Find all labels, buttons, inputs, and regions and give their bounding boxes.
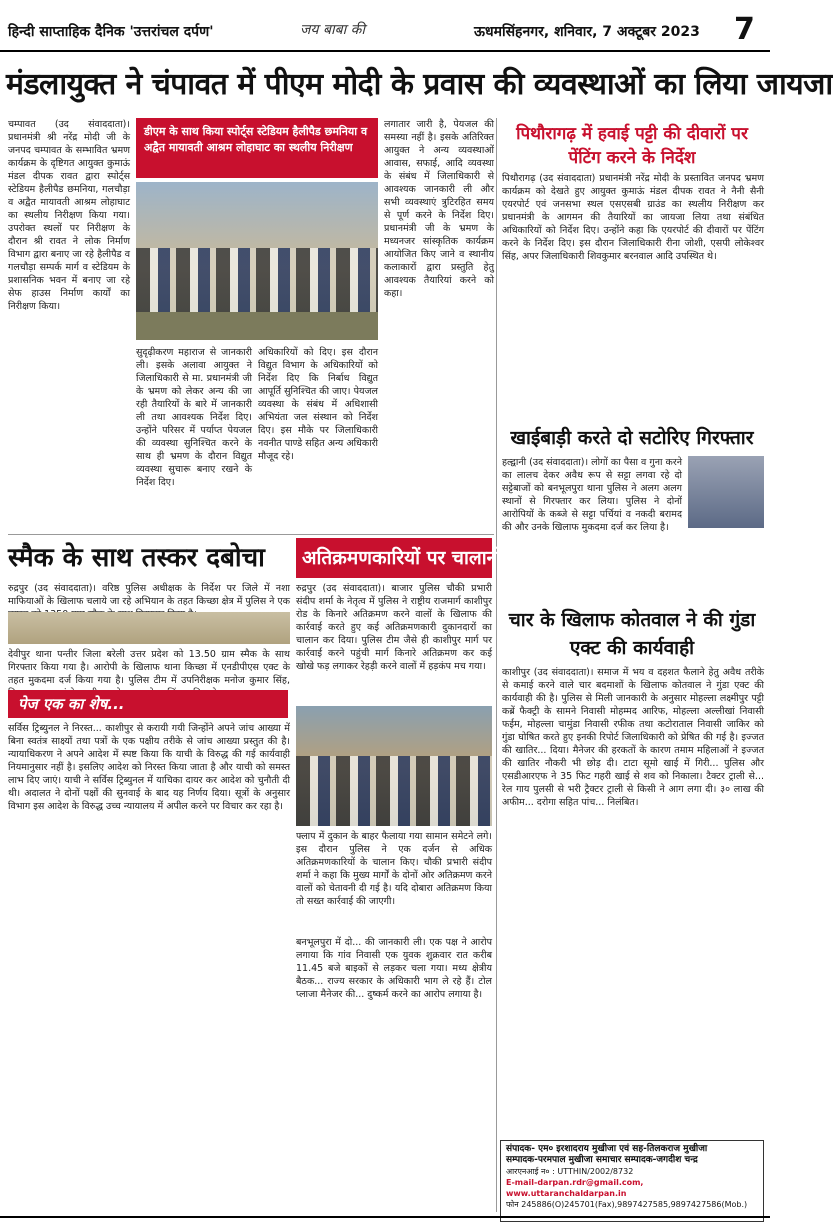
goonda-act-headline: चार के खिलाफ कोतवाल ने की गुंडा एक्ट की कार्यवाही xyxy=(508,609,756,659)
masthead xyxy=(0,0,770,52)
betting-body: हल्द्वानी (उद संवाददाता)। लोगों का पैसा व गुना करने का लालच देकर अवैध रूप से सट्टा लगवा रहे दो सट्टेबाजों को बनभूलपुरा थाना पुलिस ने अलग अलग स्थानों से गिरफ्तार कर लिया। पुलिस ने दोनों आरोपियों के कब्जे से सट्टा पर्चियां व नकदी बरामद की और उनके खिलाफ मुकदमा दर्ज कर लिया है। xyxy=(502,457,682,533)
goonda-act-body: काशीपुर (उद संवाददाता)। समाज में भय व दहशत फैलाने हेतु अवैध तरीके से कमाई करने वाले चार बदमाशों के खिलाफ कोतवाल ने गुंडा एक्ट की कार्यवाही की है। पुलिस से मिली जानकारी के अनुसार मोहल्ला लक्ष्मीपुर पट्टी कब्रें फैक्ट्री के सामने निवासी मोहम्मद आरिफ, मोहल्ला अल्लीखां निवासी फईम, मोहल्ला चामुंडा निवासी रफीक तथा कटोराताल निवासी जाकिर को गुंडा घोषित करते हुए इनकी रिपोर्ट जिलाधिकारी को प्रेषित की गई है। इज्जत की खातिर... दिया। मैनेजर की हरकतों के कारण तमाम महिलाओं ने इज्जत की खातिर नौकरी भी छोड़ दी। टाटा सूमो खाई में गिरी... पुलिस और एसडीआरएफ ने 35 फिट गहरी खाई से शव को निकाला। टैक्टर ट्राली से... रेल गाय पुलसी से भरी ट्रैक्टर ट्राली से किसी ने आग लगा दी। ३० लाख की अफीम... दरोगा सहित पांच... निलंबित। xyxy=(502,667,764,808)
main-headline: मंडलायुक्त ने चंपावत में पीएम मोदी के प्रवास की व्यवस्थाओं का लिया जायजा xyxy=(6,67,833,102)
betting-headline: खाईबाड़ी करते दो सटोरिए गिरफ्तार xyxy=(510,427,754,449)
photo-crowd xyxy=(296,756,492,826)
smack-caption: देवीपुर थाना पन्तीर जिला बरेली उत्तर प्रदेश को 13.50 ग्राम स्मैक के साथ गिरफ्तार किया गया है। आरोपी के खिलाफ थाना किच्छा में एनडीपीएस एक्ट के तहत मुकदमा दर्ज किया गया है। पुलिस टीम में उपनिरीक्षक मनोज कुमार सिंह, xyxy=(8,649,290,686)
imprint-editors: संपादक- एम० इरशादराय मुखीजा एवं सह-तिलकराज मुखीजा xyxy=(506,1144,708,1154)
masthead-paper-name: हिन्दी साप्ताहिक दैनिक 'उत्तरांचल दर्पण' xyxy=(8,24,214,40)
column-divider xyxy=(496,118,497,1212)
imprint-email: E-mail-darpan.rdr@gmail.com, www.uttaranchaldarpan.in xyxy=(506,1178,644,1198)
betting-photo xyxy=(688,456,764,528)
page-one-continued-banner: पेज एक का शेष... xyxy=(8,690,288,718)
encroachment-body-cont: फ्लाप में दुकान के बाहर फैलाया गया सामान समेटने लगे। इस दौरान पुलिस ने एक दर्जन से अधिक अतिक्रमणकारियों के चालान किए। चौकी प्रभारी संदीप शर्मा ने कहा कि मुख्य मार्गों के दोनों ओर अतिक्रमण करने वालों को चेतावनी दी गई है। यदि दोबारा अतिक्रमण किया तो सख्त कार्रवाई की जाएगी। xyxy=(296,831,492,907)
lead-story-photo xyxy=(136,182,378,340)
masthead-motto: जय बाबा की xyxy=(300,22,366,38)
masthead-date-place: ऊधमसिंहनगर, शनिवार, 7 अक्टूबर 2023 xyxy=(474,24,700,40)
page-one-continued-body: सर्विस ट्रिब्युनल ने निरस्त... काशीपुर से करायी गयी जिन्होंने अपने जांच आख्या में बिना स्वतंत्र साक्ष्यों तथा पत्रों के एक पक्षीय तरीके से जांच आख्या प्रस्तुत की है। न्यायाधिकरण ने अपने आदेश में स्पष्ट किया कि याची के विरुद्ध की गई कार्यवाही नियमानुसार नहीं है। इसलिए आदेश को निरस्त किया जाता है और याची को समस्त लाभ दिए जाएं। याची ने सर्विस ट्रिब्युनल में याचिका दायर कर आदेश को चुनौती दी थी। अदालत ने दोनों पक्षों की सुनवाई के बाद यह निर्णय दिया। सूत्रों के अनुसार विभाग इस आदेश के विरुद्ध उच्च न्यायालय में अपील करने पर विचार कर रहा है। xyxy=(8,723,290,812)
pithoragarh-body: पिथौरागढ़ (उद संवाददाता) प्रधानमंत्री नरेंद्र मोदी के प्रस्तावित जनपद भ्रमण कार्यक्रम को देखते हुए आयुक्त कुमाऊं मंडल दीपक रावत ने नैनी सैनी एयरपोर्ट एवं जनसभा स्थल एसएसबी ग्राउंड का स्थलीय निरीक्षण कर प्रधानमंत्री के आगमन की तैयारियों का जायजा लिया तथा संबंधित अधिकारियों को निर्देश दिए। उन्होंने कहा कि एयरपोर्ट की दीवारों पर पेंटिंग करने के निर्देश दिए। इस दौरान जिलाधिकारी रीना जोशी, एसपी लोकेश्वर सिंह, अपर जिलाधिकारी शिवकुमार बरनवाल आदि उपस्थित थे। xyxy=(502,173,764,262)
encroachment-headline: अतिक्रमणकारियों पर चालानी कार्रवाई xyxy=(296,538,492,578)
lead-story-col4: अधिकारियों को दिए। इस दौरान विद्युत विभाग के अधिकारियों को निर्देश दिए कि निर्बाध विद्युत आपूर्ति सुनिश्चित की जाए। पेयजल व्यवस्था के संबंध में अधिशासी अभियंता जल संस्थान को निर्देश दिए। इस मौके पर जिलाधिकारी नवनीत पाण्डे सहित अन्य अधिकारी मौजूद रहे। xyxy=(258,347,378,462)
photo-ground xyxy=(136,312,378,340)
encroachment-body: रुद्रपुर (उद संवाददाता)। बाजार पुलिस चौकी प्रभारी संदीप शर्मा के नेतृत्व में पुलिस ने राष्ट्रीय राजमार्ग काशीपुर रोड के किनारे अतिक्रमण करने वालों के खिलाफ की कार्रवाई करते हुए कई अतिक्रमणकारी दुकानदारों का चालान कर दिया। पुलिस टीम जैसे ही काशीपुर मार्ग पर कार्रवाई करने पहुंची मार्ग किनारे अतिक्रमण कर कई खोखे फड़ लगाकर रेहड़ी करने वालों में हड़कंप मच गया। xyxy=(296,583,492,672)
more-news-body: बनभूलपुरा में दो... की जानकारी ली। एक पक्ष ने आरोप लगाया कि गांव निवासी एक युवक शुक्रवार रात करीब 11.45 बजे बाइकों से लड़कर चला गया। मध्य क्षेत्रीय बैठक... राज्य सरकार के अधिकारी भाग ले रहे हैं। टोल प्लाजा मैनेजर की... दुष्कर्म करने का आरोप लगाया है। xyxy=(296,937,492,1000)
page-number: 7 xyxy=(734,12,755,47)
encroachment-photo xyxy=(296,706,492,826)
imprint-phone: फोन 245886(O)245701(Fax),9897427585,9897427586(Mob.) xyxy=(506,1200,748,1209)
lead-story-col2: सुदृढ़ीकरण महाराज से जानकारी ली। इसके अलावा आयुक्त ने जिलाधिकारी से मा. प्रधानमंत्री जी के भ्रमण को लेकर अन्य की जा रही तैयारियों के बारे में जानकारी ली तथा आवश्यक निर्देश दिए। उन्होंने परिसर में पर्याप्त पेयजल की व्यवस्था सुनिश्चित करने के साथ ही भ्रमण के दौरान विद्युत व्यवस्था सुचारू बनाए रखने के निर्देश दिए। xyxy=(136,347,252,488)
lead-story-col3: लगातार जारी है, पेयजल की समस्या नहीं है। इसके अतिरिक्त आयुक्त ने अन्य व्यवस्थाओं आवास, सफाई, आदि व्यवस्था के संबंध में जिलाधिकारी से आवश्यक जानकारी ली और सभी व्यवस्थाएं त्रुटिरहित समय से पूर्ण करने के निर्देश दिए। प्रधानमंत्री जी के भ्रमण के मध्यनजर सांस्कृतिक कार्यक्रम आयोजित किए जाने व स्थानीय कलाकारों द्वारा प्रस्तुति हेतु आवश्यक तैयारियां करने को कहा। xyxy=(384,119,494,299)
smack-headline: स्मैक के साथ तस्कर दबोचा xyxy=(8,543,265,573)
smack-photo xyxy=(8,612,290,644)
lead-story-col1: चम्पावत (उद संवाददाता)। प्रधानमंत्री श्री नरेंद्र मोदी जी के जनपद चम्पावत के सम्भावित भ्रमण कार्यक्रम के दृष्टिगत आयुक्त कुमाऊं मंडल दीपक रावत द्वारा स्पोर्ट्स स्टेडियम हैलीपैड छमनिया, गलचौड़ा व अद्वैत मायावती आश्रम लोहाघाट का स्थलीय निरीक्षण किया गया। उपरोक्त स्थलों पर निरीक्षण के दौरान श्री रावत ने लोक निर्माण विभाग द्वारा बनाए जा रहे हैलीपैड व गलचौड़ा सम्पर्क मार्ग व स्टेडियम के प्रशासनिक भवन में बनाए जा रहे सेफ हाउस निर्माण कार्यों का निरीक्षण किया। xyxy=(8,119,130,312)
imprint-box xyxy=(500,1140,764,1222)
bottom-rule xyxy=(0,1216,770,1218)
section-divider xyxy=(8,534,494,535)
smack-body: रुद्रपुर (उद संवाददाता)। वरिष्ठ पुलिस अधीक्षक के निर्देश पर जिले में नशा माफियाओं के खिलाफ चलाये जा रहे अभियान के तहत किच्छा क्षेत्र में पुलिस ने एक xyxy=(8,583,290,607)
pithoragarh-headline: पिथौरागढ़ में हवाई पट्टी की दीवारों पर पेंटिंग करने के निर्देश xyxy=(516,124,748,168)
imprint-publishers: सम्पादक-परमपाल मुखीजा समाचार सम्पादक-जगदीश चन्द्र xyxy=(506,1155,698,1165)
lead-story-subheading: डीएम के साथ किया स्पोर्ट्स स्टेडियम हैलीपैड छमनिया व अद्वैत मायावती आश्रम लोहाघाट का स्थलीय निरीक्षण xyxy=(136,118,378,178)
imprint-rni: आरएनआई न० : UTTHIN/2002/8732 xyxy=(506,1167,634,1176)
